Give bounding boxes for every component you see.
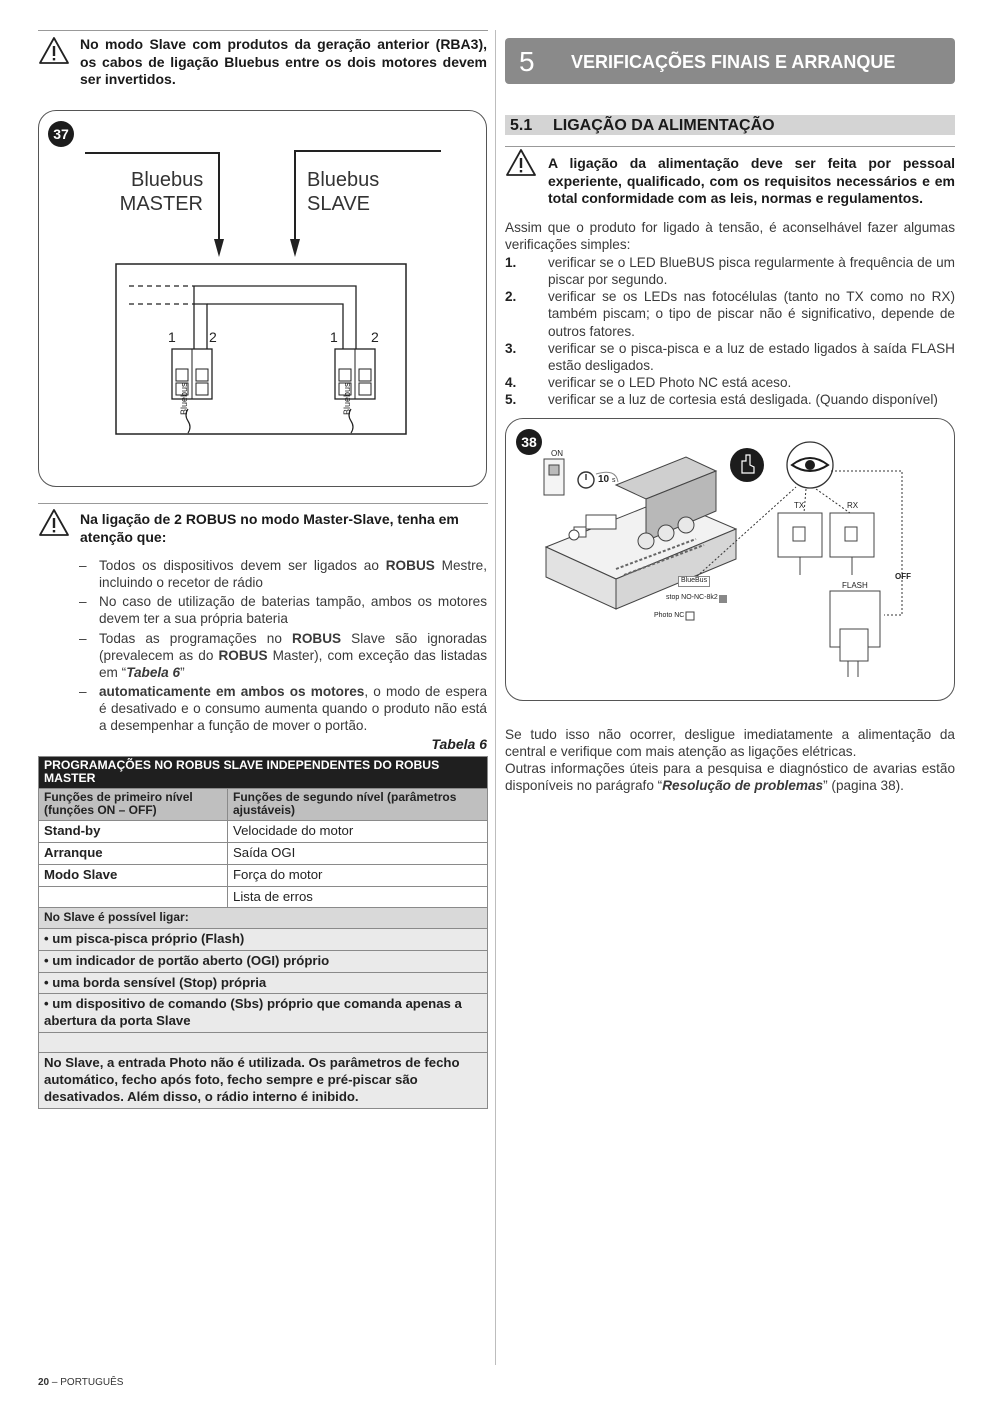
outro-paragraph: Outras informações úteis para a pesquisa e diagnóstico de avarias estão disponíveis no parágrafo “Resolução de problemas” (pagina 38). (505, 761, 955, 794)
label-bluebus-master (131, 168, 203, 192)
table-header: PROGRAMAÇÕES NO ROBUS SLAVE INDEPENDENTES DO ROBUS MASTER (39, 757, 488, 789)
label-master-line1: Bluebus (131, 169, 204, 191)
list-item: 2. verificar se os LEDs nas fotocélulas (tanto no TX como no RX) também piscam; o tipo de piscar não é significativo, depende de outros fatores. (505, 289, 955, 339)
photo-led-label: Photo NC (654, 612, 685, 619)
figure-number: 37 (48, 121, 74, 147)
list-item: 5. verificar se a luz de cortesia está desligada. (Quando disponível) (505, 392, 938, 407)
rule (38, 503, 488, 504)
table-cell: Arranque (39, 842, 228, 864)
bluebus-tag: Bluebus (179, 382, 189, 415)
terminal-label: 1 (168, 329, 176, 345)
table-row: • um dispositivo de comando (Sbs) próprio que comanda apenas a abertura da porta Slave (39, 994, 488, 1033)
list-item: 3. verificar se o pisca-pisca e a luz de estado ligados à saída FLASH estão desligados. (505, 340, 955, 373)
stop-led-label: stop NO-NC-8k2 (666, 594, 718, 601)
column-header: Funções de primeiro nível (funções ON – OFF) (39, 788, 228, 820)
rx-label: RX (847, 501, 859, 510)
power-check-diagram (506, 419, 956, 702)
table-row: • uma borda sensível (Stop) própria (39, 972, 488, 994)
list-item: – automaticamente em ambos os motores, o modo de espera é desativado e o consumo aumenta quando o produto não está a desempenhar a função de mover o portão. (79, 683, 488, 734)
outro-paragraph: Se tudo isso não ocorrer, desligue imediatamente a alimentação da central e verifique com mais atenção as ligações elétricas. (505, 727, 955, 760)
table-cell: Stand-by (39, 820, 228, 842)
check-steps (505, 254, 955, 408)
outro-text (505, 726, 955, 795)
list-item: 1. verificar se o LED BlueBUS pisca regularmente à frequência de um piscar por segundo. (505, 255, 955, 288)
table-row (39, 864, 488, 886)
list-item: 4. verificar se o LED Photo NC está aceso. (505, 374, 792, 390)
flash-label: FLASH (842, 581, 868, 590)
intro-text: Assim que o produto for ligado à tensão, é aconselhável fazer algumas verificações simples: (505, 220, 955, 253)
table-6 (38, 756, 488, 1109)
figure-38 (505, 418, 955, 701)
timer-value: 10 (598, 474, 610, 485)
figure-37 (38, 110, 487, 487)
bluebus-led-label: BlueBus (678, 576, 710, 587)
table-footer: No Slave, a entrada Photo não é utilizada. Os parâmetros de fecho automático, fecho após foto, fecho sempre e pré-piscar são desativados. Além disso, o rádio interno é inibido. (39, 1053, 488, 1109)
table-cell: Modo Slave (39, 864, 228, 886)
section-header (505, 115, 955, 135)
warning-icon (38, 508, 70, 538)
breaker-on-label: ON (551, 449, 563, 458)
slave-heading: No Slave é possível ligar: (39, 908, 488, 928)
footer-language: – PORTUGUÊS (49, 1377, 124, 1388)
warning-icon (38, 36, 70, 66)
list-item: – No caso de utilização de baterias tampão, ambos os motores devem ter a sua própria bateria (79, 594, 487, 627)
warning-power: A ligação da alimentação deve ser feita por pessoal experiente, qualificado, com os requisitos necessários e em total conformidade com as leis, normas e regulamentos. (548, 155, 955, 206)
timer-unit: s (612, 477, 616, 484)
list-item: – Todas as programações no ROBUS Slave são ignoradas (prevalecem as do ROBUS Master), com exceção das listadas em “Tabela 6” (79, 630, 487, 680)
chapter-header (505, 38, 955, 84)
column-separator (495, 30, 496, 1365)
chapter-title: VERIFICAÇÕES FINAIS E ARRANQUE (571, 52, 896, 72)
table-cell (39, 886, 228, 908)
table-row: • um indicador de portão aberto (OGI) próprio (39, 950, 488, 972)
section-number: 5.1 (510, 117, 533, 134)
bluebus-tag: Bluebus (342, 382, 352, 415)
top-rule-left (38, 30, 488, 31)
label-slave-line2: SLAVE (307, 193, 370, 215)
page-footer (38, 1377, 123, 1390)
figure-number: 38 (516, 429, 542, 455)
table-cell: Lista de erros (228, 886, 488, 908)
section-title: LIGAÇÃO DA ALIMENTAÇÃO (553, 117, 775, 134)
bluebus-wiring-diagram (39, 111, 488, 488)
warning-rba3: No modo Slave com produtos da geração anterior (RBA3), os cabos de ligação Bluebus entre os dois motores devem ser invertidos. (80, 36, 487, 87)
table-row (39, 842, 488, 864)
off-label: OFF (895, 572, 911, 581)
terminal-label: 2 (209, 329, 217, 345)
tx-label: TX (794, 501, 805, 510)
table-caption: Tabela 6 (431, 736, 487, 752)
list-item: – Todos os dispositivos devem ser ligados ao ROBUS Mestre, incluindo o recetor de rádio (79, 558, 487, 591)
notes-list (77, 557, 487, 736)
rule (505, 146, 955, 147)
chapter-number: 5 (519, 46, 535, 77)
table-row (39, 820, 488, 842)
table-cell: Força do motor (228, 864, 488, 886)
table-cell: Velocidade do motor (228, 820, 488, 842)
page-number: 20 (38, 1377, 50, 1388)
table-row: • um pisca-pisca próprio (Flash) (39, 928, 488, 950)
table-row-empty (39, 1033, 488, 1053)
warning-icon (505, 148, 537, 178)
warning-master-slave: Na ligação de 2 ROBUS no modo Master-Slave, tenha em atenção que: (80, 511, 459, 545)
terminal-label: 1 (330, 329, 338, 345)
column-header: Funções de segundo nível (parâmetros ajustáveis) (228, 788, 488, 820)
label-slave-line1: Bluebus (307, 169, 380, 191)
table-cell: Saída OGI (228, 842, 488, 864)
label-master-line2: MASTER (119, 193, 203, 215)
terminal-label: 2 (371, 329, 379, 345)
table-row (39, 886, 488, 908)
